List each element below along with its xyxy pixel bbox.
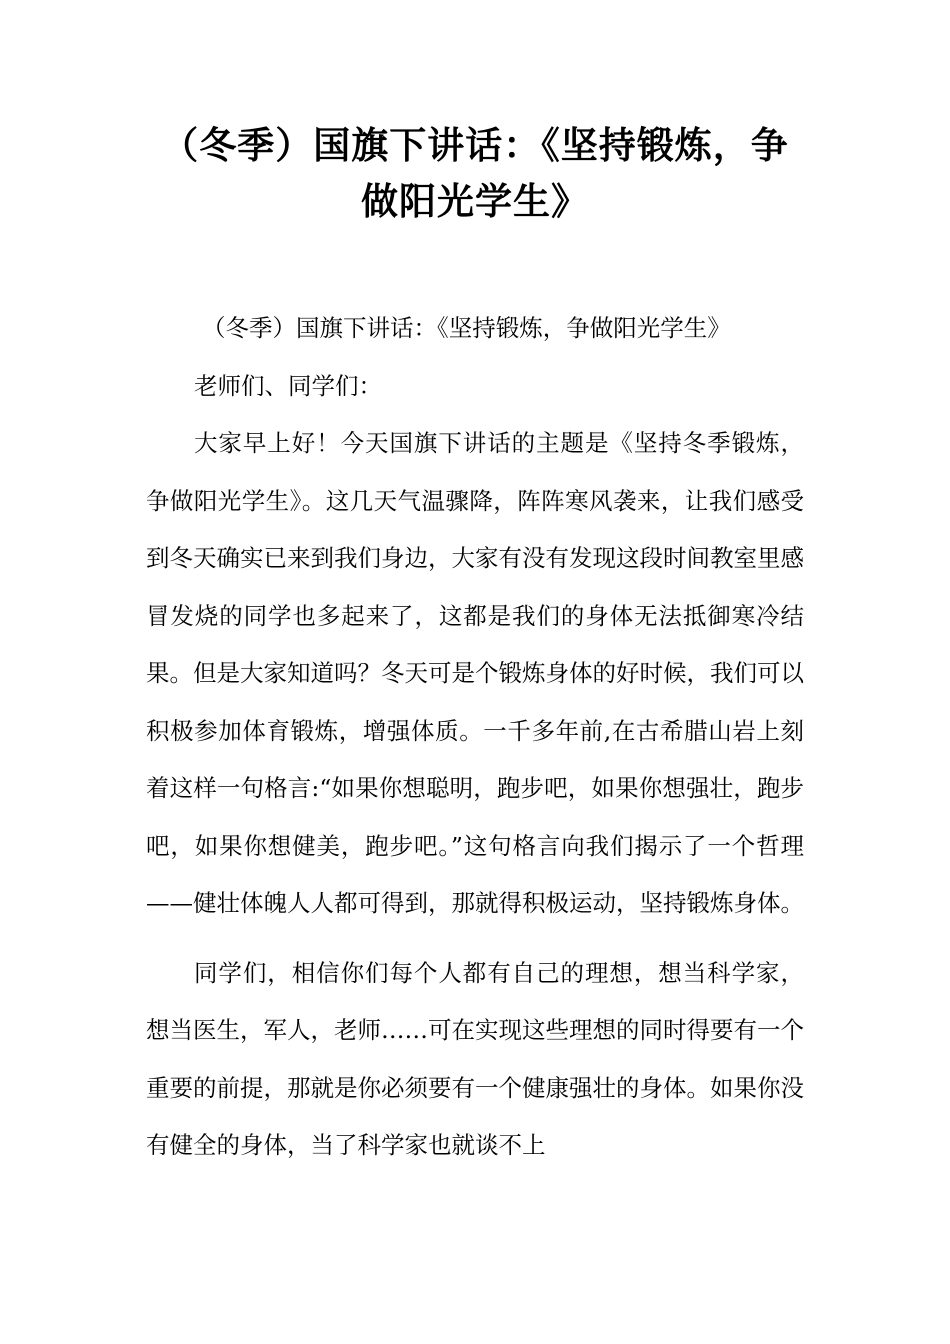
speech-subtitle: （冬季）国旗下讲话：《坚持锻炼，争做阳光学生》 <box>202 314 731 342</box>
title-line-1: （冬季）国旗下讲话：《坚持锻炼，争 <box>161 124 789 167</box>
document-title <box>140 118 810 230</box>
paragraph-2: 同学们，相信你们每个人都有自己的理想，想当科学家，想当医生，军人，老师……可在实现这些理想的同时得要有一个重要的前提，那就是你必须要有一个健康强壮的身体。如果你没有健全的身体，当了科学家也就谈不上 <box>146 958 804 1159</box>
salutation: 老师们、同学们： <box>194 371 382 400</box>
paragraph-1: 大家早上好！今天国旗下讲话的主题是《坚持冬季锻炼，争做阳光学生》。这几天气温骤降，阵阵寒风袭来，让我们感受到冬天确实已来到我们身边，大家有没有发现这段时间教室里感冒发烧的同学也多起来了，这都是我们的身体无法抵御寒冷结果。但是大家知道吗？冬天可是个锻炼身体的好时候，我们可以积极参加体育锻炼，增强体质。一千多年前,在古希腊山岩上刻着这样一句格言:“如果你想聪明，跑步吧，如果你想强壮，跑步吧，如果你想健美，跑步吧。”这句格言向我们揭示了一个哲理——健壮体魄人人都可得到，那就得积极运动，坚持锻炼身体。 <box>146 429 804 917</box>
document-body <box>146 300 804 1175</box>
title-line-2: 做阳光学生》 <box>361 180 589 223</box>
